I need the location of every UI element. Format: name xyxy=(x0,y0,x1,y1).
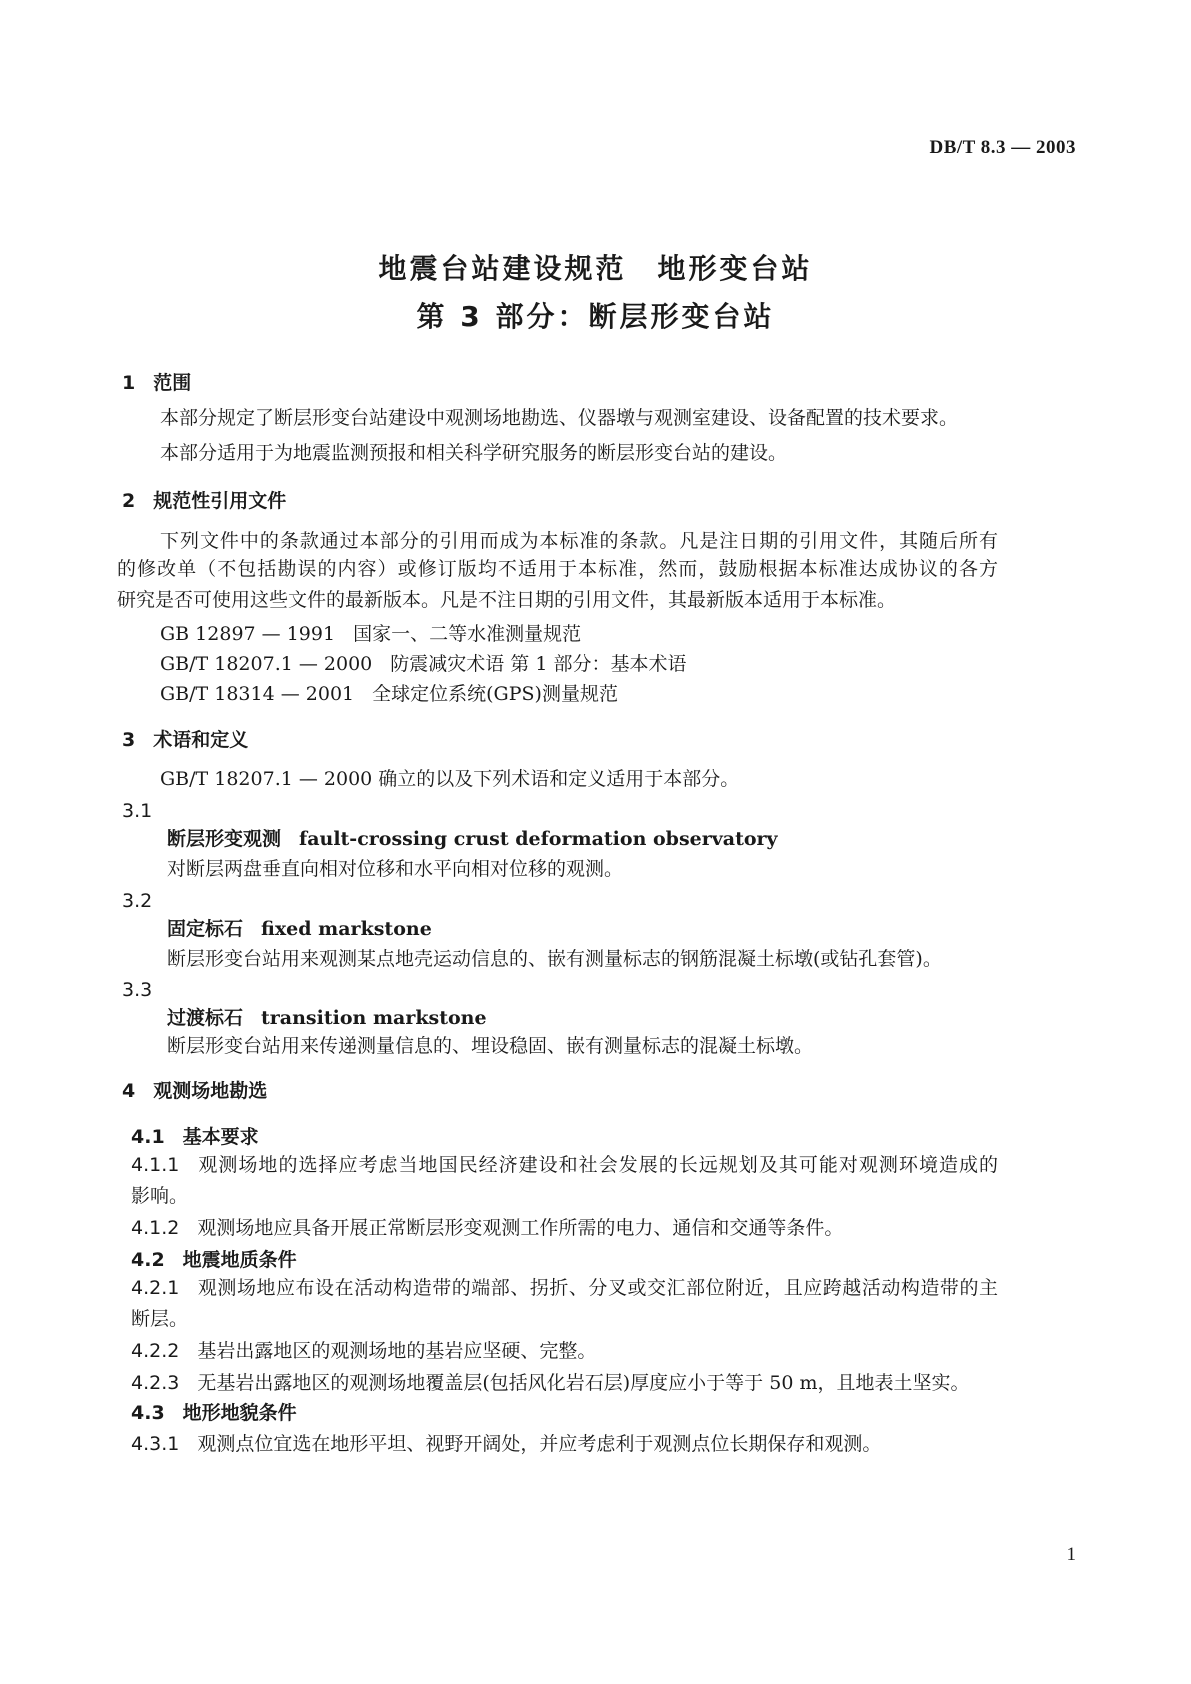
subsection-number: 4.3 xyxy=(131,1402,165,1424)
reference-item xyxy=(160,651,686,677)
reference-name: 防震减灾术语 第 1 部分：基本术语 xyxy=(390,653,687,675)
section-3-heading xyxy=(122,727,248,753)
subsection-heading xyxy=(131,1400,297,1426)
paragraph: 本部分适用于为地震监测预报和相关科学研究服务的断层形变台站的建设。 xyxy=(160,442,788,464)
section-number: 2 xyxy=(122,490,136,512)
term-chinese: 断层形变观测 xyxy=(167,828,282,850)
reference-code: GB/T 18314 — 2001 xyxy=(160,683,355,705)
clause-number: 4.1.2 xyxy=(131,1217,180,1239)
reference-code: GB/T 18207.1 — 2000 xyxy=(160,653,373,675)
section-1-heading xyxy=(122,370,191,396)
section-number: 3 xyxy=(122,729,136,751)
clause-number: 4.3.1 xyxy=(131,1433,180,1455)
clause xyxy=(131,1431,881,1457)
term-chinese: 过渡标石 xyxy=(167,1007,244,1029)
reference-name: 全球定位系统(GPS)测量规范 xyxy=(372,683,618,705)
subsection-title: 基本要求 xyxy=(182,1126,259,1148)
term-english: fixed markstone xyxy=(261,918,432,940)
term-english: fault-crossing crust deformation observatory xyxy=(299,828,778,850)
reference-name: 国家一、二等水准测量规范 xyxy=(353,623,582,645)
clause-continued: 断层。 xyxy=(131,1308,189,1330)
clause xyxy=(131,1152,998,1178)
page-number: 1 xyxy=(1066,1544,1076,1565)
subsection-title: 地形地貌条件 xyxy=(182,1402,297,1424)
clause-number: 4.2.3 xyxy=(131,1372,180,1394)
clause-text: 观测场地应具备开展正常断层形变观测工作所需的电力、通信和交通等条件。 xyxy=(197,1217,844,1239)
clause xyxy=(131,1215,843,1241)
paragraph: 本部分规定了断层形变台站建设中观测场地勘选、仪器墩与观测室建设、设备配置的技术要求。 xyxy=(160,407,959,429)
reference-code: GB 12897 — 1991 xyxy=(160,623,336,645)
section-2-heading xyxy=(122,488,286,514)
term-number: 3.3 xyxy=(122,979,153,1001)
standard-code: DB/T 8.3 — 2003 xyxy=(929,137,1076,158)
paragraph-continued: 研究是否可使用这些文件的最新版本。凡是不注日期的引用文件，其最新版本适用于本标准。 xyxy=(117,589,897,611)
section-4-heading xyxy=(122,1078,267,1104)
term-title xyxy=(167,826,778,852)
term-definition: 断层形变台站用来观测某点地壳运动信息的、嵌有测量标志的钢筋混凝土标墩(或钻孔套管)。 xyxy=(167,948,942,970)
clause-text: 无基岩出露地区的观测场地覆盖层(包括风化岩石层)厚度应小于等于 50 m，且地表土坚实。 xyxy=(197,1372,970,1394)
paragraph: 下列文件中的条款通过本部分的引用而成为本标准的条款。凡是注日期的引用文件，其随后所有 xyxy=(160,530,998,552)
term-english: transition markstone xyxy=(261,1007,487,1029)
section-title: 观测场地勘选 xyxy=(153,1080,268,1102)
subsection-heading xyxy=(131,1247,297,1273)
clause-number: 4.2.1 xyxy=(131,1277,180,1299)
clause-text: 观测场地的选择应考虑当地国民经济建设和社会发展的长远规划及其可能对观测环境造成的 xyxy=(197,1154,998,1176)
reference-item xyxy=(160,621,581,647)
term-number: 3.1 xyxy=(122,800,153,822)
section-number: 1 xyxy=(122,372,136,394)
term-definition: 对断层两盘垂直向相对位移和水平向相对位移的观测。 xyxy=(167,858,624,880)
clause xyxy=(131,1338,596,1364)
subsection-number: 4.1 xyxy=(131,1126,165,1148)
section-title: 范围 xyxy=(153,372,192,394)
clause xyxy=(131,1275,998,1301)
section-title: 规范性引用文件 xyxy=(153,490,287,512)
term-number: 3.2 xyxy=(122,890,153,912)
title-line-1: 地震台站建设规范 地形变台站 xyxy=(378,252,813,285)
clause-continued: 影响。 xyxy=(131,1185,189,1207)
term-chinese: 固定标石 xyxy=(167,918,244,940)
subsection-number: 4.2 xyxy=(131,1249,165,1271)
clause-text: 基岩出露地区的观测场地的基岩应坚硬、完整。 xyxy=(197,1340,597,1362)
clause-number: 4.2.2 xyxy=(131,1340,180,1362)
term-title xyxy=(167,916,432,942)
section-title: 术语和定义 xyxy=(153,729,249,751)
reference-item xyxy=(160,681,618,707)
clause-number: 4.1.1 xyxy=(131,1154,180,1176)
clause-text: 观测场地应布设在活动构造带的端部、拐折、分叉或交汇部位附近，且应跨越活动构造带的主 xyxy=(197,1277,998,1299)
term-definition: 断层形变台站用来传递测量信息的、埋设稳固、嵌有测量标志的混凝土标墩。 xyxy=(167,1035,814,1057)
paragraph: GB/T 18207.1 — 2000 确立的以及下列术语和定义适用于本部分。 xyxy=(160,768,740,790)
clause xyxy=(131,1370,969,1396)
subsection-title: 地震地质条件 xyxy=(182,1249,297,1271)
term-title xyxy=(167,1005,487,1031)
subsection-heading xyxy=(131,1124,259,1150)
section-number: 4 xyxy=(122,1080,136,1102)
paragraph-continued: 的修改单（不包括勘误的内容）或修订版均不适用于本标准，然而，鼓励根据本标准达成协议的各方 xyxy=(117,558,998,580)
title-line-2: 第 3 部分：断层形变台站 xyxy=(416,300,775,333)
clause-text: 观测点位宜选在地形平坦、视野开阔处，并应考虑利于观测点位长期保存和观测。 xyxy=(197,1433,882,1455)
